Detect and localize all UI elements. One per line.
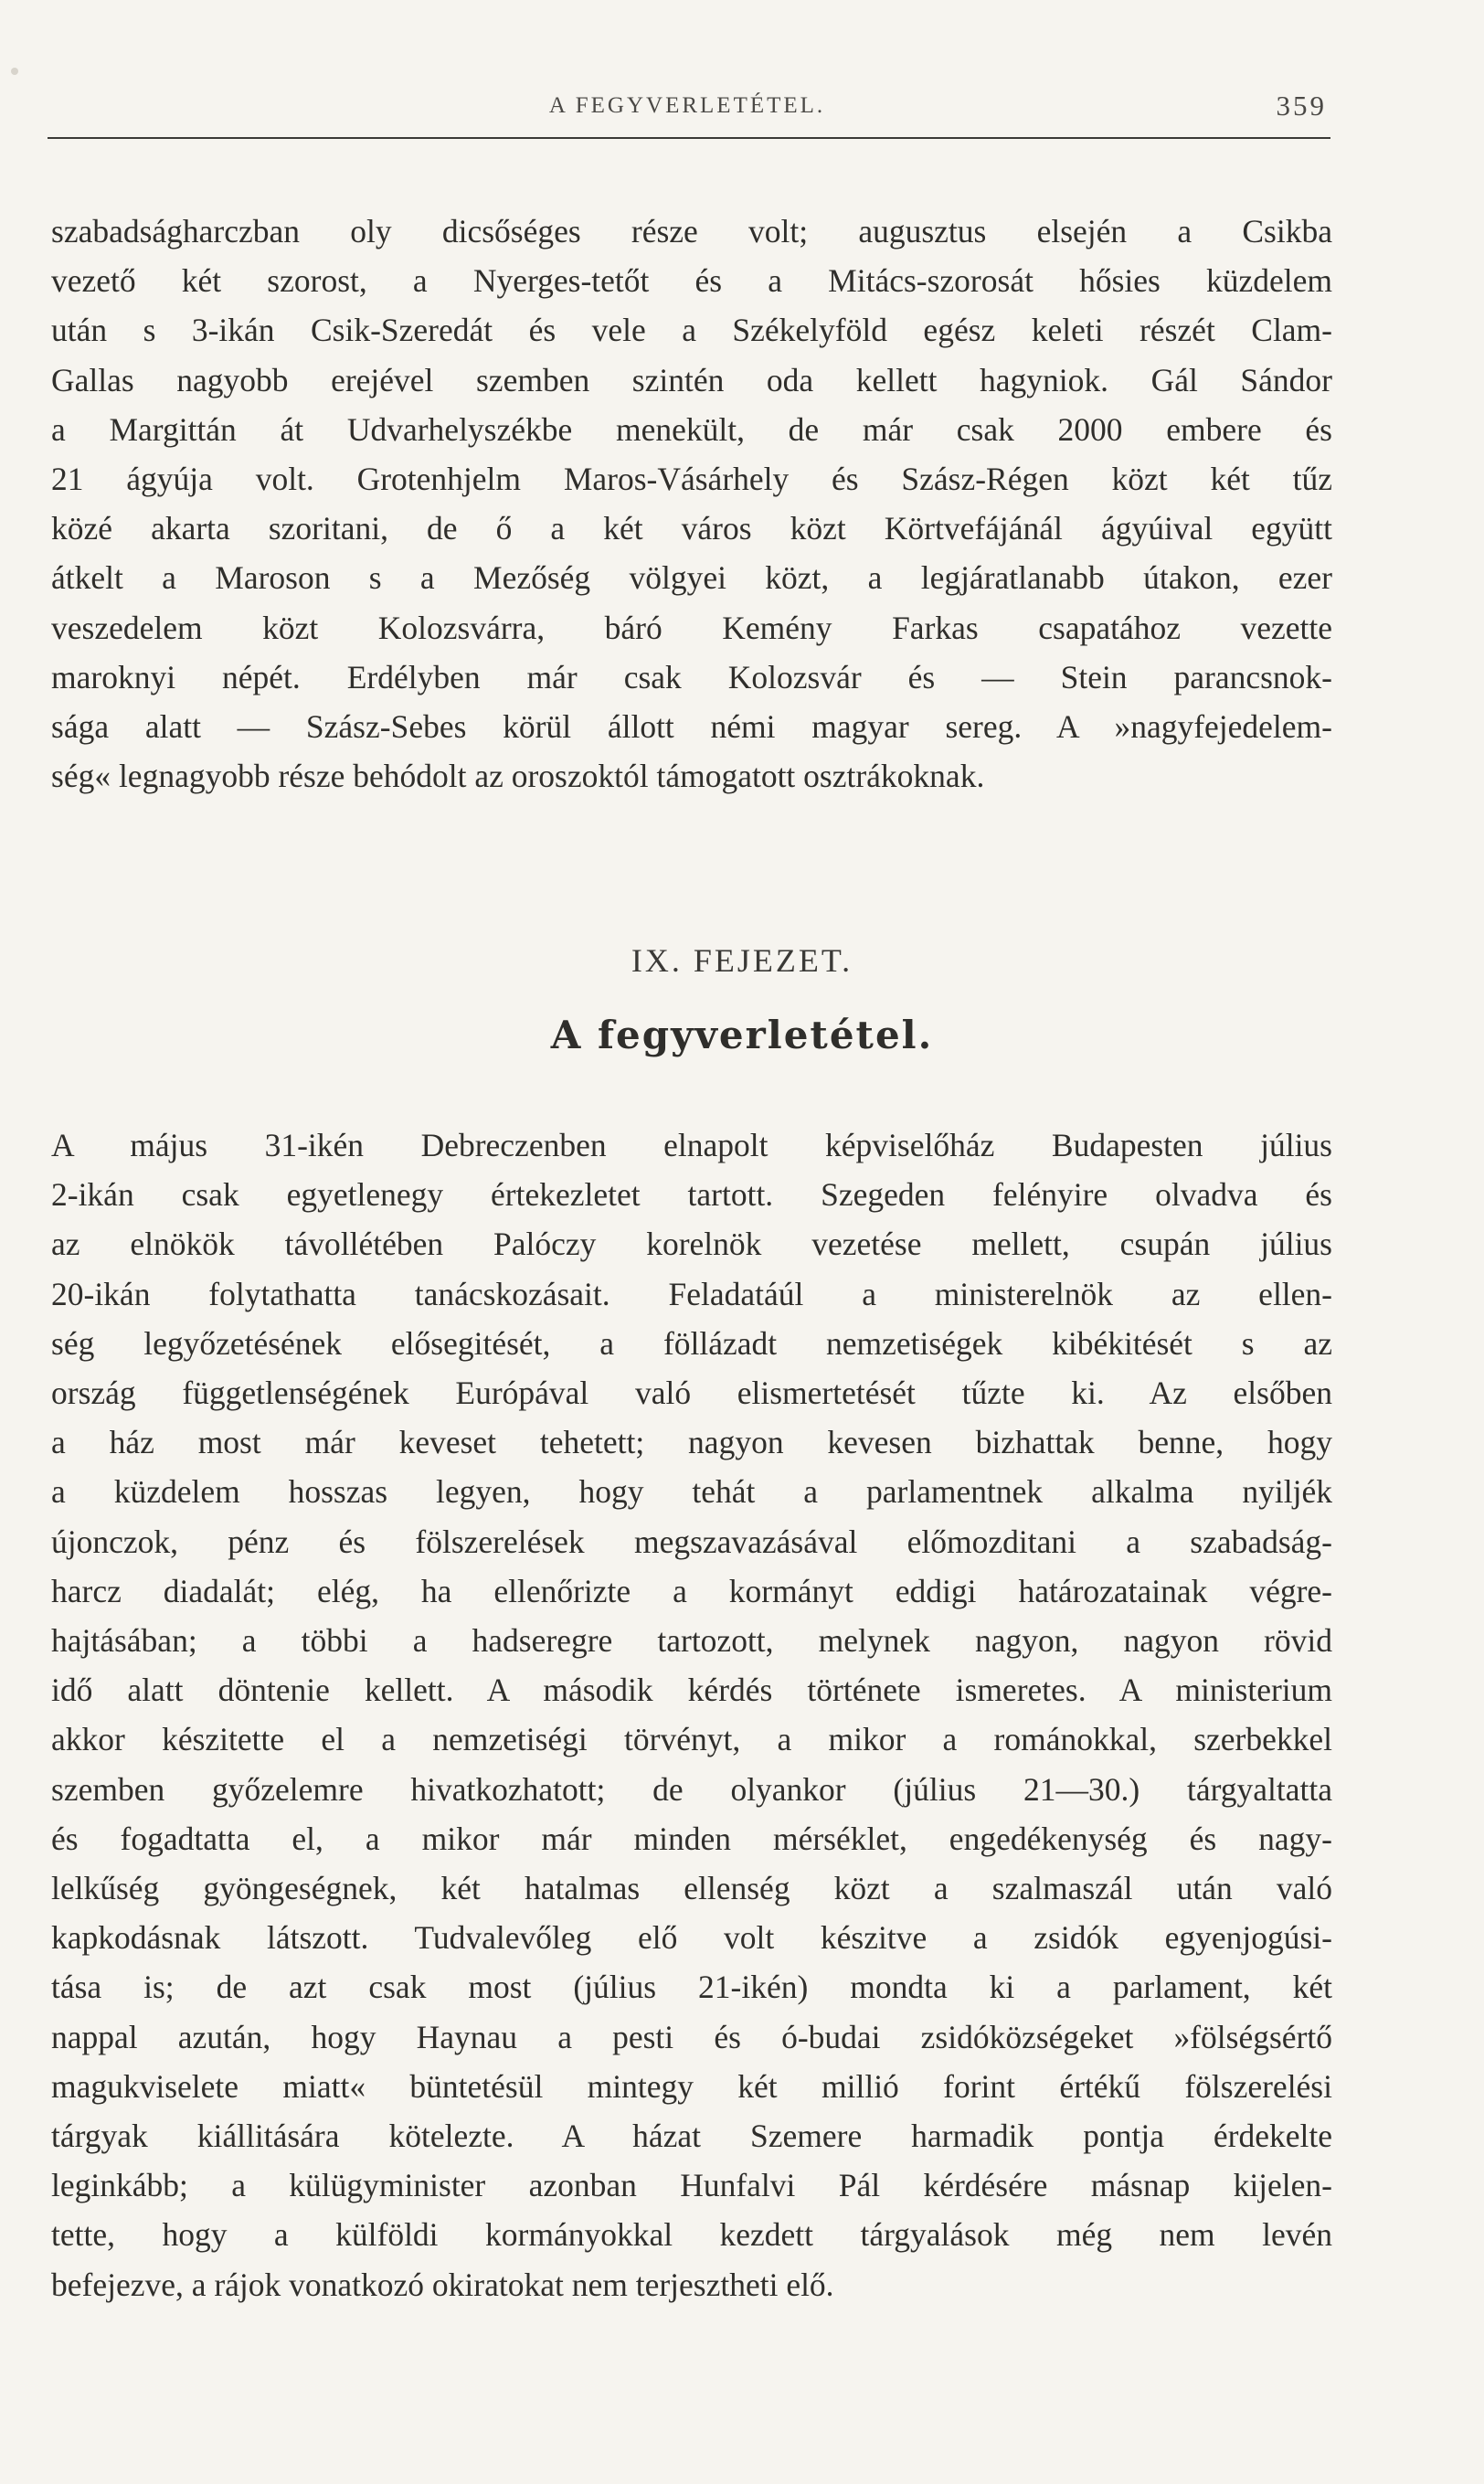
text-line: 21 ágyúja volt. Grotenhjelm Maros-Vásárhely és Szász-Régen közt két tűz (51, 461, 1332, 498)
text-line: kapkodásnak látszott. Tudvalevőleg elő volt készitve a zsidók egyenjogúsi- (51, 1919, 1332, 1957)
text-line: akkor készitette el a nemzetiségi törvényt, a mikor a románokkal, szerbekkel (51, 1721, 1332, 1758)
text-line: 20-ikán folytathatta tanácskozásait. Feladatáúl a ministerelnök az ellen- (51, 1275, 1332, 1312)
chapter-number: IX. FEJEZET. (631, 942, 853, 979)
text-line: vezető két szorost, a Nyerges-tetőt és a Mitács-szorosát hősies küzdelem (51, 262, 1332, 300)
text-line: a ház most már keveset tehetett; nagyon kevesen bizhattak benne, hogy (51, 1424, 1332, 1461)
paper-speck (11, 68, 18, 75)
text-line: befejezve, a rájok vonatkozó okiratokat nem terjesztheti elő. (51, 2266, 834, 2303)
text-line: a küzdelem hosszas legyen, hogy tehát a parlamentnek alkalma nyiljék (51, 1473, 1332, 1511)
page-header (48, 90, 1327, 133)
paragraph-chapter-opening (51, 1120, 1332, 2309)
text-line: ség legyőzetésének elősegitését, a föllázadt nemzetiségek kibékitését s az (51, 1324, 1332, 1362)
text-line: után s 3-ikán Csik-Szeredát és vele a Székelyföld egész keleti részét Clam- (51, 312, 1332, 349)
text-line: a Margittán át Udvarhelyszékbe menekült, de már csak 2000 embere és (51, 410, 1332, 448)
text-line: harcz diadalát; elég, ha ellenőrizte a kormányt eddigi határozatainak végre- (51, 1572, 1332, 1609)
chapter-title: A fegyverletétel. (550, 1013, 934, 1057)
text-line: ország függetlenségének Európával való elismertetését tűzte ki. Az elsőben (51, 1375, 1332, 1412)
text-line: idő alatt döntenie kellett. A második kérdés története ismeretes. A ministerium (51, 1672, 1332, 1709)
text-line: ség« legnagyobb része behódolt az oroszoktól támogatott osztrákoknak. (51, 758, 985, 795)
text-line: sága alatt — Szász-Sebes körül állott némi magyar sereg. A »nagyfejedelem- (51, 708, 1332, 746)
text-line: 2-ikán csak egyetlenegy értekezletet tartott. Szegeden felényire olvadva és (51, 1176, 1332, 1214)
text-line: lelkűség gyöngeségnek, két hatalmas ellenség közt a szalmaszál után való (51, 1870, 1332, 1907)
text-line: leginkább; a külügyminister azonban Hunfalvi Pál kérdésére másnap kijelen- (51, 2167, 1332, 2204)
text-line: szemben győzelemre hivatkozhatott; de olyankor (július 21—30.) tárgyaltatta (51, 1770, 1332, 1808)
text-line: veszedelem közt Kolozsvárra, báró Kemény Farkas csapatához vezette (51, 609, 1332, 646)
text-line: szabadságharczban oly dicsőséges része volt; augusztus elsején a Csikba (51, 213, 1332, 249)
text-line: átkelt a Maroson s a Mezőség völgyei közt, a legjáratlanabb útakon, ezer (51, 559, 1332, 597)
text-line: A május 31-ikén Debreczenben elnapolt képviselőház Budapesten július (51, 1127, 1332, 1163)
text-line: nappal azután, hogy Haynau a pesti és ó-budai zsidóközségeket »fölségsértő (51, 2018, 1332, 2055)
text-line: az elnökök távollétében Palóczy korelnök vezetése mellett, csupán július (51, 1226, 1332, 1263)
text-line: tette, hogy a külföldi kormányokkal kezdett tárgyalások még nem levén (51, 2216, 1332, 2254)
text-line: és fogadtatta el, a mikor már minden mérséklet, engedékenység és nagy- (51, 1820, 1332, 1857)
page-number: 359 (1276, 90, 1327, 122)
text-line: közé akarta szoritani, de ő a két város közt Körtvefájánál ágyúival együtt (51, 510, 1332, 547)
header-rule (48, 137, 1330, 139)
text-line: újonczok, pénz és fölszerelések megszavazásával előmozditani a szabadság- (51, 1523, 1332, 1560)
text-line: Gallas nagyobb erejével szemben szintén oda kellett hagyniok. Gál Sándor (51, 361, 1332, 398)
text-line: tása is; de azt csak most (július 21-ikén) mondta ki a parlament, két (51, 1969, 1332, 2006)
text-line: tárgyak kiállitására kötelezte. A házat Szemere harmadik pontja érdekelte (51, 2118, 1332, 2155)
text-line: magukviselete miatt« büntetésül mintegy két millió forint értékű fölszerelési (51, 2067, 1332, 2105)
text-line: hajtásában; a többi a hadseregre tartozott, melynek nagyon, nagyon rövid (51, 1622, 1332, 1660)
running-title: A FEGYVERLETÉTEL. (548, 93, 826, 118)
text-line: maroknyi népét. Erdélyben már csak Kolozsvár és — Stein parancsnok- (51, 658, 1332, 695)
paragraph-continued (51, 207, 1332, 801)
